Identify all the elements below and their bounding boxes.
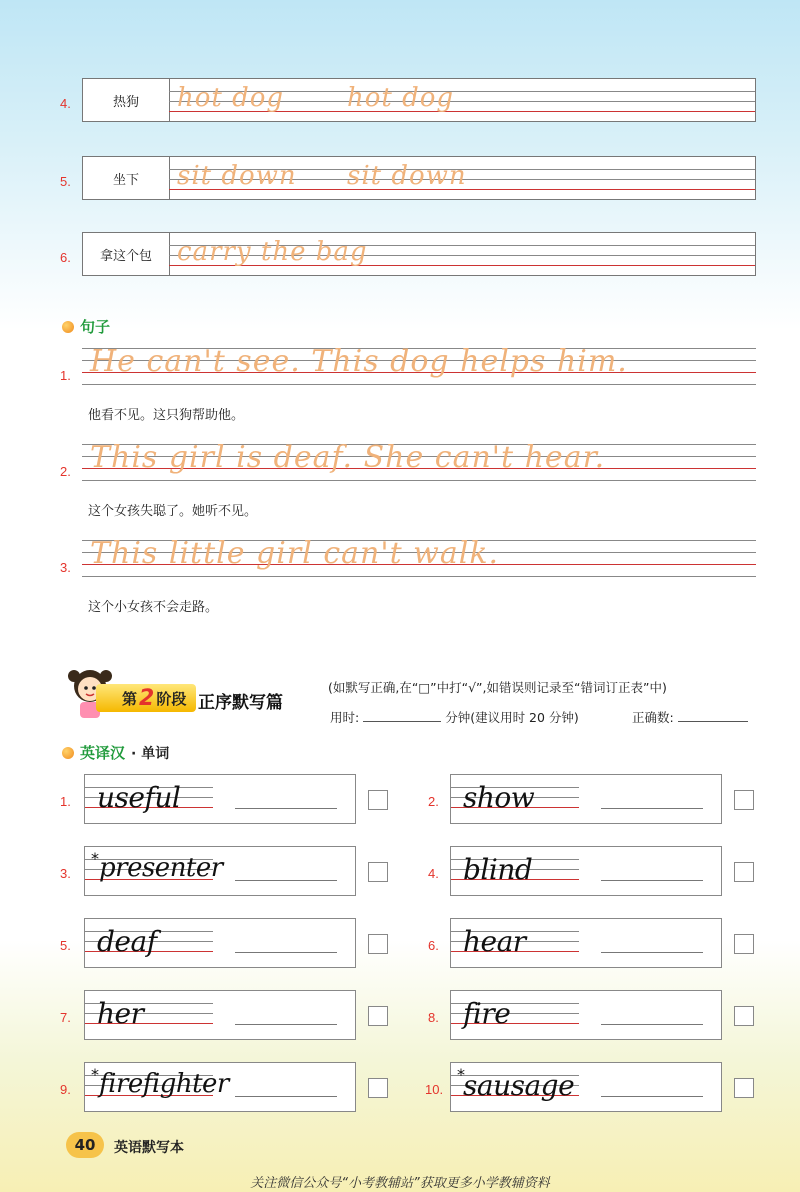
- traced-sentence: This little girl can't walk.: [90, 536, 500, 571]
- traced-sentence: He can't see. This dog helps him.: [90, 344, 628, 379]
- traced-phrase: sit down: [177, 161, 297, 191]
- sentence-writing-lines[interactable]: [82, 440, 756, 486]
- writing-lines[interactable]: [169, 233, 755, 275]
- word-row: [84, 1062, 356, 1112]
- word-row: [84, 774, 356, 824]
- stage-instruction: (如默写正确,在“□”中打“√”,如错误则记录至“错词订正表”中): [328, 680, 667, 695]
- check-box[interactable]: [368, 1078, 388, 1098]
- word-row: [450, 918, 722, 968]
- check-box[interactable]: [368, 934, 388, 954]
- word-row: [84, 918, 356, 968]
- english-word: her: [97, 997, 144, 1030]
- translation-blank[interactable]: [235, 1024, 337, 1025]
- phrase-number: 6.: [60, 250, 71, 265]
- word-number: 4.: [428, 866, 439, 881]
- check-box[interactable]: [734, 790, 754, 810]
- english-word: useful: [97, 781, 181, 814]
- check-box[interactable]: [368, 862, 388, 882]
- star-mark-icon: *: [91, 1065, 99, 1084]
- word-number: 6.: [428, 938, 439, 953]
- english-word: firefighter: [99, 1069, 229, 1099]
- check-box[interactable]: [734, 862, 754, 882]
- writing-lines[interactable]: [169, 79, 755, 121]
- word-number: 5.: [60, 938, 71, 953]
- word-number: 8.: [428, 1010, 439, 1025]
- book-title: 英语默写本: [114, 1140, 184, 1156]
- check-box[interactable]: [734, 1006, 754, 1026]
- word-number: 10.: [425, 1082, 444, 1097]
- english-word: presenter: [99, 853, 223, 883]
- sentence-chinese: 这个小女孩不会走路。: [88, 600, 219, 615]
- word-number: 9.: [60, 1082, 71, 1097]
- english-word: hear: [463, 925, 526, 958]
- footer-note: 关注微信公众号“小考教辅站”获取更多小学教辅资料: [250, 1176, 550, 1191]
- sentence-writing-lines[interactable]: [82, 536, 756, 582]
- phrase-number: 5.: [60, 174, 71, 189]
- time-row: 用时: 分钟(建议用时 20 分钟): [330, 710, 579, 725]
- phrase-chinese: 坐下: [83, 157, 170, 199]
- guide-line: [82, 384, 756, 385]
- phrase-chinese: 热狗: [83, 79, 170, 121]
- sentence-chinese: 这个女孩失聪了。她听不见。: [88, 504, 258, 519]
- word-number: 7.: [60, 1010, 71, 1025]
- word-row: [84, 990, 356, 1040]
- english-word: sausage: [463, 1069, 575, 1102]
- sentence-number: 1.: [60, 368, 71, 383]
- word-row: [450, 774, 722, 824]
- stage-badge: 第 2 阶段: [96, 684, 196, 712]
- page-number-badge: 40: [66, 1132, 104, 1158]
- bullet-dot-icon: [62, 321, 74, 333]
- sentence-number: 2.: [60, 464, 71, 479]
- translation-blank[interactable]: [601, 808, 703, 809]
- bullet-dot-icon: [62, 747, 74, 759]
- guide-line: [82, 480, 756, 481]
- translation-blank[interactable]: [235, 808, 337, 809]
- traced-phrase: hot dog: [347, 83, 455, 113]
- sentence-writing-lines[interactable]: [82, 344, 756, 390]
- translation-blank[interactable]: [601, 880, 703, 881]
- traced-phrase: hot dog: [177, 83, 285, 113]
- sentences-heading: 句子: [62, 316, 110, 337]
- traced-phrase: carry the bag: [177, 237, 368, 267]
- star-mark-icon: *: [457, 1065, 465, 1084]
- translation-blank[interactable]: [235, 1096, 337, 1097]
- word-number: 3.: [60, 866, 71, 881]
- translation-blank[interactable]: [601, 952, 703, 953]
- word-row: [84, 846, 356, 896]
- word-row: [450, 846, 722, 896]
- guide-line: [82, 576, 756, 577]
- sentence-chinese: 他看不见。这只狗帮助他。: [88, 408, 245, 423]
- translation-blank[interactable]: [601, 1096, 703, 1097]
- writing-lines[interactable]: [169, 157, 755, 199]
- traced-phrase: sit down: [347, 161, 467, 191]
- english-word: deaf: [97, 925, 157, 958]
- check-box[interactable]: [368, 790, 388, 810]
- stage-banner: [62, 664, 322, 720]
- phrase-chinese: 拿这个包: [83, 233, 170, 275]
- phrase-row: [82, 232, 756, 276]
- words-heading: 英译汉 · 单词: [62, 742, 169, 763]
- phrase-number: 4.: [60, 96, 71, 111]
- time-blank[interactable]: [363, 721, 441, 722]
- correct-count-blank[interactable]: [678, 721, 748, 722]
- phrase-row: [82, 78, 756, 122]
- word-number: 1.: [60, 794, 71, 809]
- translation-blank[interactable]: [235, 952, 337, 953]
- star-mark-icon: *: [91, 849, 99, 868]
- translation-blank[interactable]: [235, 880, 337, 881]
- check-box[interactable]: [734, 1078, 754, 1098]
- stage-title: 正序默写篇: [198, 693, 283, 713]
- phrase-row: [82, 156, 756, 200]
- word-number: 2.: [428, 794, 439, 809]
- check-box[interactable]: [368, 1006, 388, 1026]
- word-row: [450, 990, 722, 1040]
- correct-count-row: 正确数:: [632, 708, 748, 726]
- english-word: blind: [463, 853, 533, 886]
- english-word: show: [463, 781, 535, 814]
- check-box[interactable]: [734, 934, 754, 954]
- translation-blank[interactable]: [601, 1024, 703, 1025]
- sentence-number: 3.: [60, 560, 71, 575]
- traced-sentence: This girl is deaf. She can't hear.: [90, 440, 606, 475]
- word-row: [450, 1062, 722, 1112]
- english-word: fire: [463, 997, 511, 1030]
